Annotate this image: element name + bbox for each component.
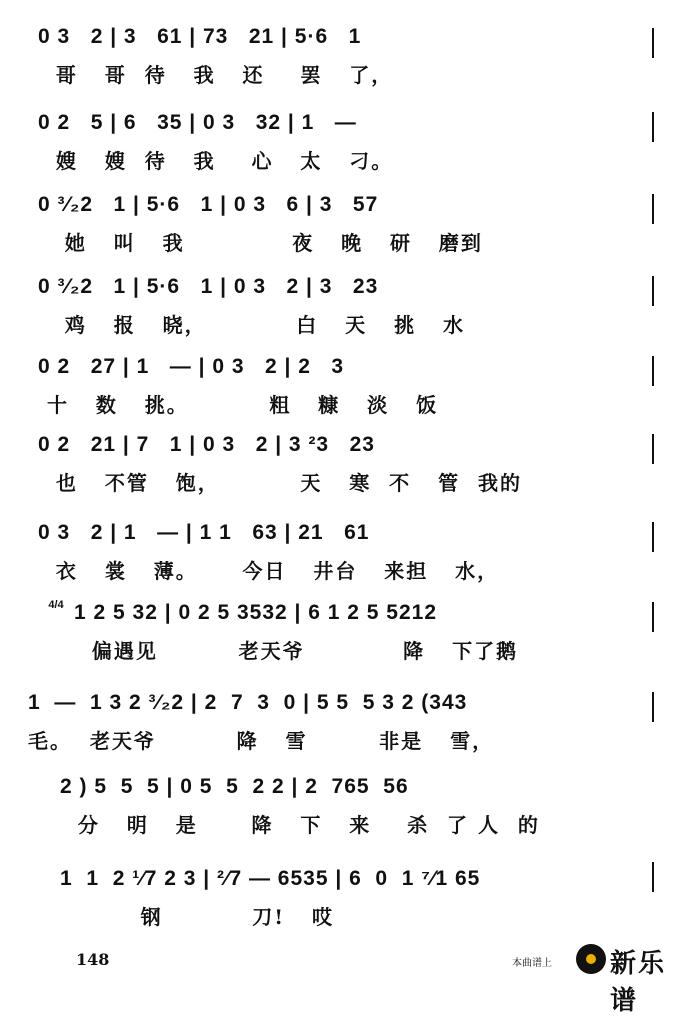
barline [652, 194, 654, 224]
barline [652, 602, 654, 632]
notation-row: 0 2 21 | 7 1 | 0 3 2 | 3 ²3 23 [38, 433, 375, 456]
barline [652, 434, 654, 464]
lyrics-row: 毛。 老天爷 降 雪 非是 雪， [28, 729, 495, 753]
barline [652, 112, 654, 142]
time-signature-text: 4/4 [48, 599, 64, 611]
notation-row: 0 2 5 | 6 35 | 0 3 32 | 1 — [38, 111, 357, 134]
time-signature [48, 596, 64, 612]
barline [652, 692, 654, 722]
page-number: 148 [76, 950, 110, 969]
barline [652, 28, 654, 58]
watermark-brand: 新乐谱 [610, 949, 667, 1016]
lyrics-row: 分 明 是 降 下 来 杀 了 人 的 [60, 813, 540, 837]
notation-row: 1 — 1 3 2 ³⁄₂2 | 2 7 3 0 | 5 5 5 3 2 (343 [28, 691, 468, 714]
notation-row: 0 ³⁄₂2 1 | 5·6 1 | 0 3 2 | 3 23 [38, 275, 379, 298]
lyrics-row: 偏遇见 老天爷 降 下了鹅 [74, 639, 519, 663]
lyrics-row: 也 不管 饱， 天 寒 不 管 我的 [38, 471, 522, 495]
notation-row: 1 1 2 ¹⁄7 2 3 | ²⁄7 — 6535 | 6 0 1 ⁷⁄1 65 [60, 867, 481, 890]
watermark-caption: 本曲谱上 [512, 958, 552, 969]
notation-row: 1 2 5 32 | 0 2 5 3532 | 6 1 2 5 5212 [74, 601, 438, 624]
notation-row: 0 ³⁄₂2 1 | 5·6 1 | 0 3 6 | 3 57 [38, 193, 379, 216]
lyrics-row: 她 叫 我 夜 晚 研 磨到 [38, 231, 483, 255]
barline [652, 522, 654, 552]
barline [652, 276, 654, 306]
lyrics-row: 鸡 报 晓， 白 天 挑 水 [38, 313, 465, 337]
record-disc-icon [576, 944, 606, 974]
notation-row: 0 3 2 | 3 61 | 73 21 | 5·6 1 [38, 25, 362, 48]
notation-row: 0 3 2 | 1 — | 1 1 63 | 21 61 [38, 521, 370, 544]
notation-row: 0 2 27 | 1 — | 0 3 2 | 2 3 [38, 355, 345, 378]
lyrics-row: 衣 裳 薄。 今日 井台 来担 水， [38, 559, 500, 583]
lyrics-row: 嫂 嫂 待 我 心 太 刁。 [38, 149, 394, 173]
notation-row: 2 ) 5 5 5 | 0 5 5 2 2 | 2 765 56 [60, 775, 409, 798]
lyrics-row: 十 数 挑。 粗 糠 淡 饭 [38, 393, 439, 417]
watermark [512, 942, 692, 1016]
barline [652, 356, 654, 386]
lyrics-row: 哥 哥 待 我 还 罢 了， [38, 63, 394, 87]
barline [652, 862, 654, 892]
lyrics-row: 钢 刀! 哎 [60, 905, 334, 929]
